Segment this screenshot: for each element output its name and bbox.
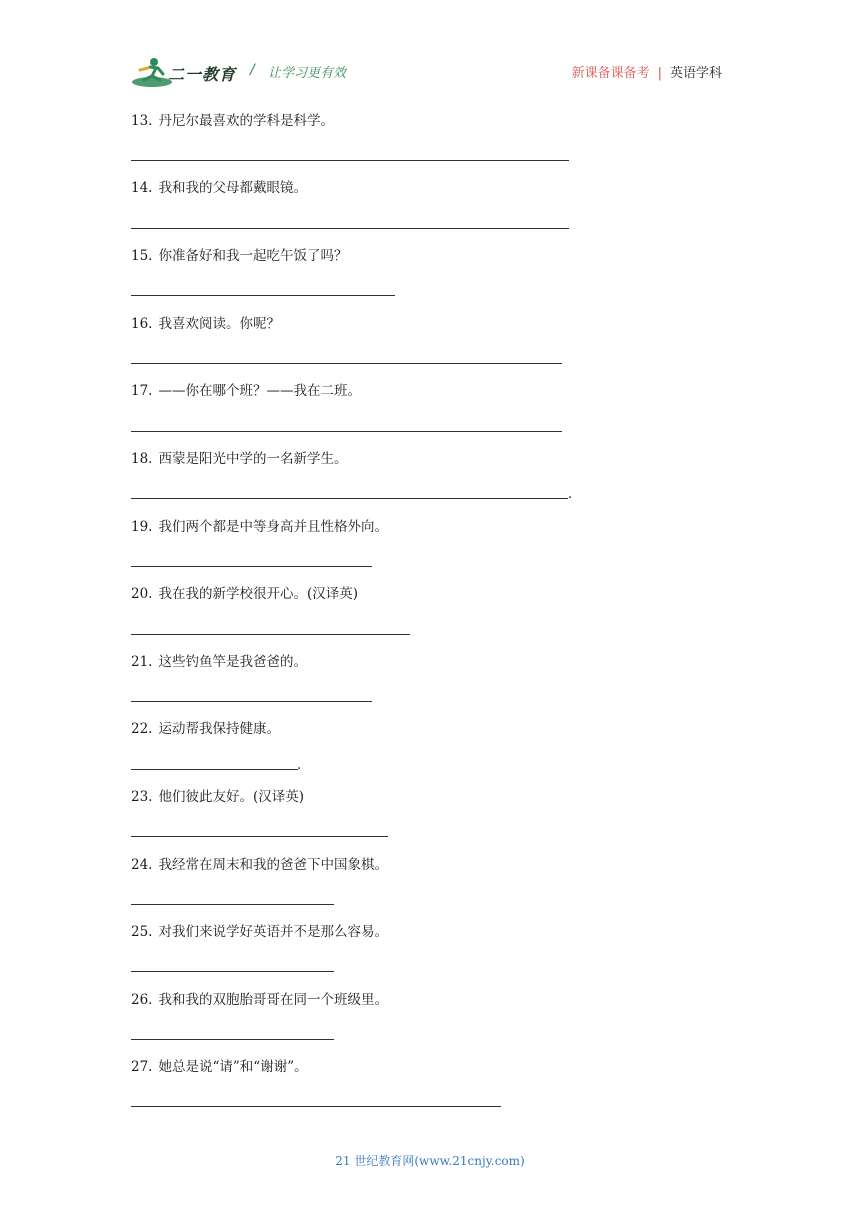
answer-line-22[interactable] — [131, 769, 298, 770]
question-text: ——你在哪个班？——我在二班。 — [158, 383, 361, 399]
question-23 — [131, 788, 304, 806]
question-number: 19. — [131, 519, 153, 535]
question-text: 她总是说“请”和“谢谢”。 — [158, 1059, 308, 1075]
question-text: 我和我的双胞胎哥哥在同一个班级里。 — [158, 992, 388, 1008]
answer-line-21[interactable] — [131, 701, 372, 702]
page-footer[interactable]: 21 世纪教育网(www.21cnjy.com) — [335, 1154, 525, 1168]
question-17 — [131, 382, 361, 400]
question-text: 西蒙是阳光中学的一名新学生。 — [158, 451, 348, 467]
answer-line-25[interactable] — [131, 971, 334, 972]
question-text: 丹尼尔最喜欢的学科是科学。 — [158, 113, 334, 129]
question-15 — [131, 247, 347, 265]
header-course-label: 新课备课备考 — [571, 66, 650, 81]
question-18 — [131, 450, 347, 468]
question-text: 我们两个都是中等身高并且性格外向。 — [158, 519, 388, 535]
question-number: 26. — [131, 992, 153, 1008]
header-subject-label: 英语学科 — [669, 66, 722, 81]
answer-line-26[interactable] — [131, 1039, 334, 1040]
slogan-divider: / — [250, 62, 255, 78]
question-text: 我和我的父母都戴眼镜。 — [158, 180, 307, 196]
answer-line-24[interactable] — [131, 904, 334, 905]
question-number: 14. — [131, 180, 153, 196]
answer-line-16[interactable] — [131, 363, 562, 364]
question-13 — [131, 112, 334, 130]
question-text: 你准备好和我一起吃午饭了吗？ — [158, 248, 348, 264]
question-27 — [131, 1058, 308, 1076]
question-number: 16. — [131, 316, 153, 332]
question-text: 这些钓鱼竿是我爸爸的。 — [158, 654, 307, 670]
question-24 — [131, 856, 388, 874]
question-number: 21. — [131, 654, 153, 670]
question-text: 他们彼此友好。(汉译英) — [158, 789, 305, 805]
page-header — [0, 0, 860, 100]
question-16 — [131, 315, 280, 333]
slogan: 让学习更有效 — [268, 66, 347, 81]
question-text: 我经常在周末和我的爸爸下中国象棋。 — [158, 857, 388, 873]
answer-line-14[interactable] — [131, 228, 569, 229]
question-text: 我在我的新学校很开心。(汉译英) — [158, 586, 359, 602]
answer-line-18[interactable] — [131, 498, 568, 499]
question-text: 我喜欢阅读。你呢？ — [158, 316, 280, 332]
question-number: 13. — [131, 113, 153, 129]
question-number: 17. — [131, 383, 153, 399]
question-25 — [131, 923, 388, 941]
question-20 — [131, 585, 358, 603]
answer-line-23[interactable] — [131, 836, 388, 837]
question-21 — [131, 653, 307, 671]
question-number: 27. — [131, 1059, 153, 1075]
question-number: 15. — [131, 248, 153, 264]
question-22 — [131, 720, 280, 738]
logo-text: 二一教育 — [168, 65, 237, 84]
question-number: 24. — [131, 857, 153, 873]
header-separator: | — [657, 66, 662, 81]
period-mark: . — [297, 758, 302, 773]
question-text: 对我们来说学好英语并不是那么容易。 — [158, 924, 388, 940]
question-number: 22. — [131, 721, 153, 737]
question-19 — [131, 518, 388, 536]
question-26 — [131, 991, 388, 1009]
header-subject — [572, 62, 722, 81]
question-text: 运动帮我保持健康。 — [158, 721, 280, 737]
answer-line-27[interactable] — [131, 1106, 501, 1107]
question-14 — [131, 179, 307, 197]
question-number: 25. — [131, 924, 153, 940]
question-number: 18. — [131, 451, 153, 467]
answer-line-15[interactable] — [131, 295, 395, 296]
answer-line-20[interactable] — [131, 634, 410, 635]
period-mark: . — [568, 487, 573, 502]
answer-line-17[interactable] — [131, 431, 562, 432]
question-number: 20. — [131, 586, 153, 602]
question-number: 23. — [131, 789, 153, 805]
answer-line-13[interactable] — [131, 160, 569, 161]
answer-line-19[interactable] — [131, 566, 372, 567]
